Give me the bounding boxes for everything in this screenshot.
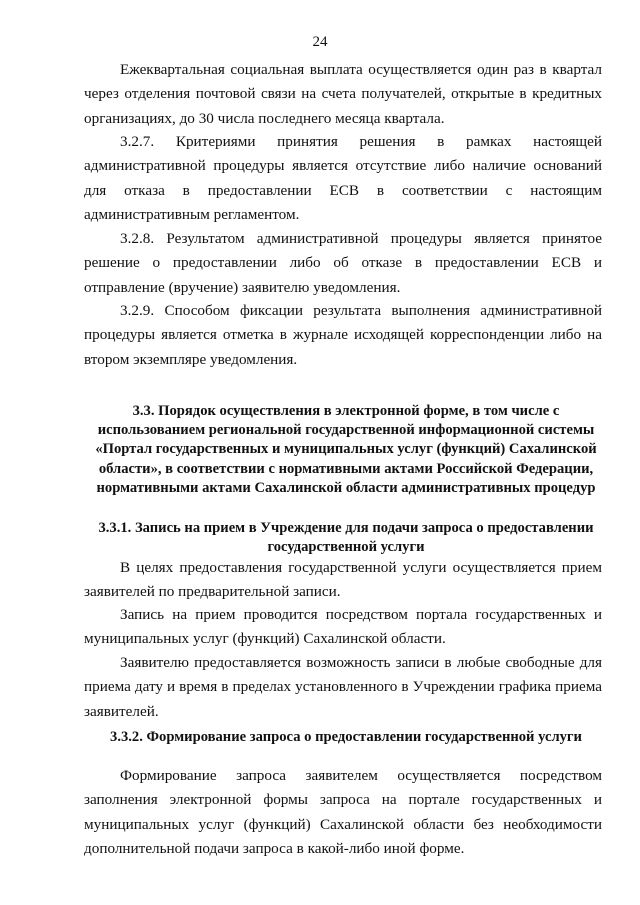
page-number: 24 bbox=[312, 34, 328, 50]
paragraph-request-forming: Формирование запроса заявителем осуществляется посредством заполнения электронной формы запроса на портале государственных и муниципальных услуг (функций) Сахалинской области без необходимости дополнительной подачи запроса в какой-либо иной форме. bbox=[84, 767, 602, 858]
subsection-heading-3-3-1: 3.3.1. Запись на прием в Учреждение для подачи запроса о предоставлении государственной услуги bbox=[98, 520, 594, 556]
paragraph-3-2-8: 3.2.8. Результатом административной процедуры является принятое решение о предоставлении либо об отказе в предоставлении ЕСВ и отправление (вручение) заявителю уведомления. bbox=[84, 230, 602, 296]
paragraph-3-2-7: 3.2.7. Критериями принятия решения в рамках настоящей административной процедуры является отсутствие либо наличие оснований для отказа в предоставлении ЕСВ в соответствии с настоящим административным регламентом. bbox=[84, 133, 602, 224]
paragraph-quarterly-payment: Ежеквартальная социальная выплата осуществляется один раз в квартал через отделения почтовой связи на счета получателей, открытые в кредитных организациях, до 30 числа последнего месяца квартала. bbox=[84, 61, 602, 127]
paragraph-3-2-9: 3.2.9. Способом фиксации результата выполнения административной процедуры является отметка в журнале исходящей корреспонденции либо на втором экземпляре уведомления. bbox=[84, 302, 602, 368]
paragraph-appointment-portal: Запись на прием проводится посредством портала государственных и муниципальных услуг (функций) Сахалинской области. bbox=[84, 606, 602, 648]
section-heading-3-3: 3.3. Порядок осуществления в электронной форме, в том числе с использованием региональной государственной информационной системы «Портал государственных и муниципальных услуг (функций) Сахалинской области», в соответствии с нормативными актами Российской Федерации, нормативными актами Сахалинской области административных процедур bbox=[95, 403, 597, 496]
paragraph-appointment-purpose: В целях предоставления государственной услуги осуществляется прием заявителей по предварительной записи. bbox=[84, 559, 602, 601]
paragraph-appointment-time: Заявителю предоставляется возможность записи в любые свободные для приема дату и время в пределах установленного в Учреждении графика приема заявителей. bbox=[84, 654, 602, 720]
subsection-heading-3-3-2: 3.3.2. Формирование запроса о предоставлении государственной услуги bbox=[110, 729, 582, 745]
